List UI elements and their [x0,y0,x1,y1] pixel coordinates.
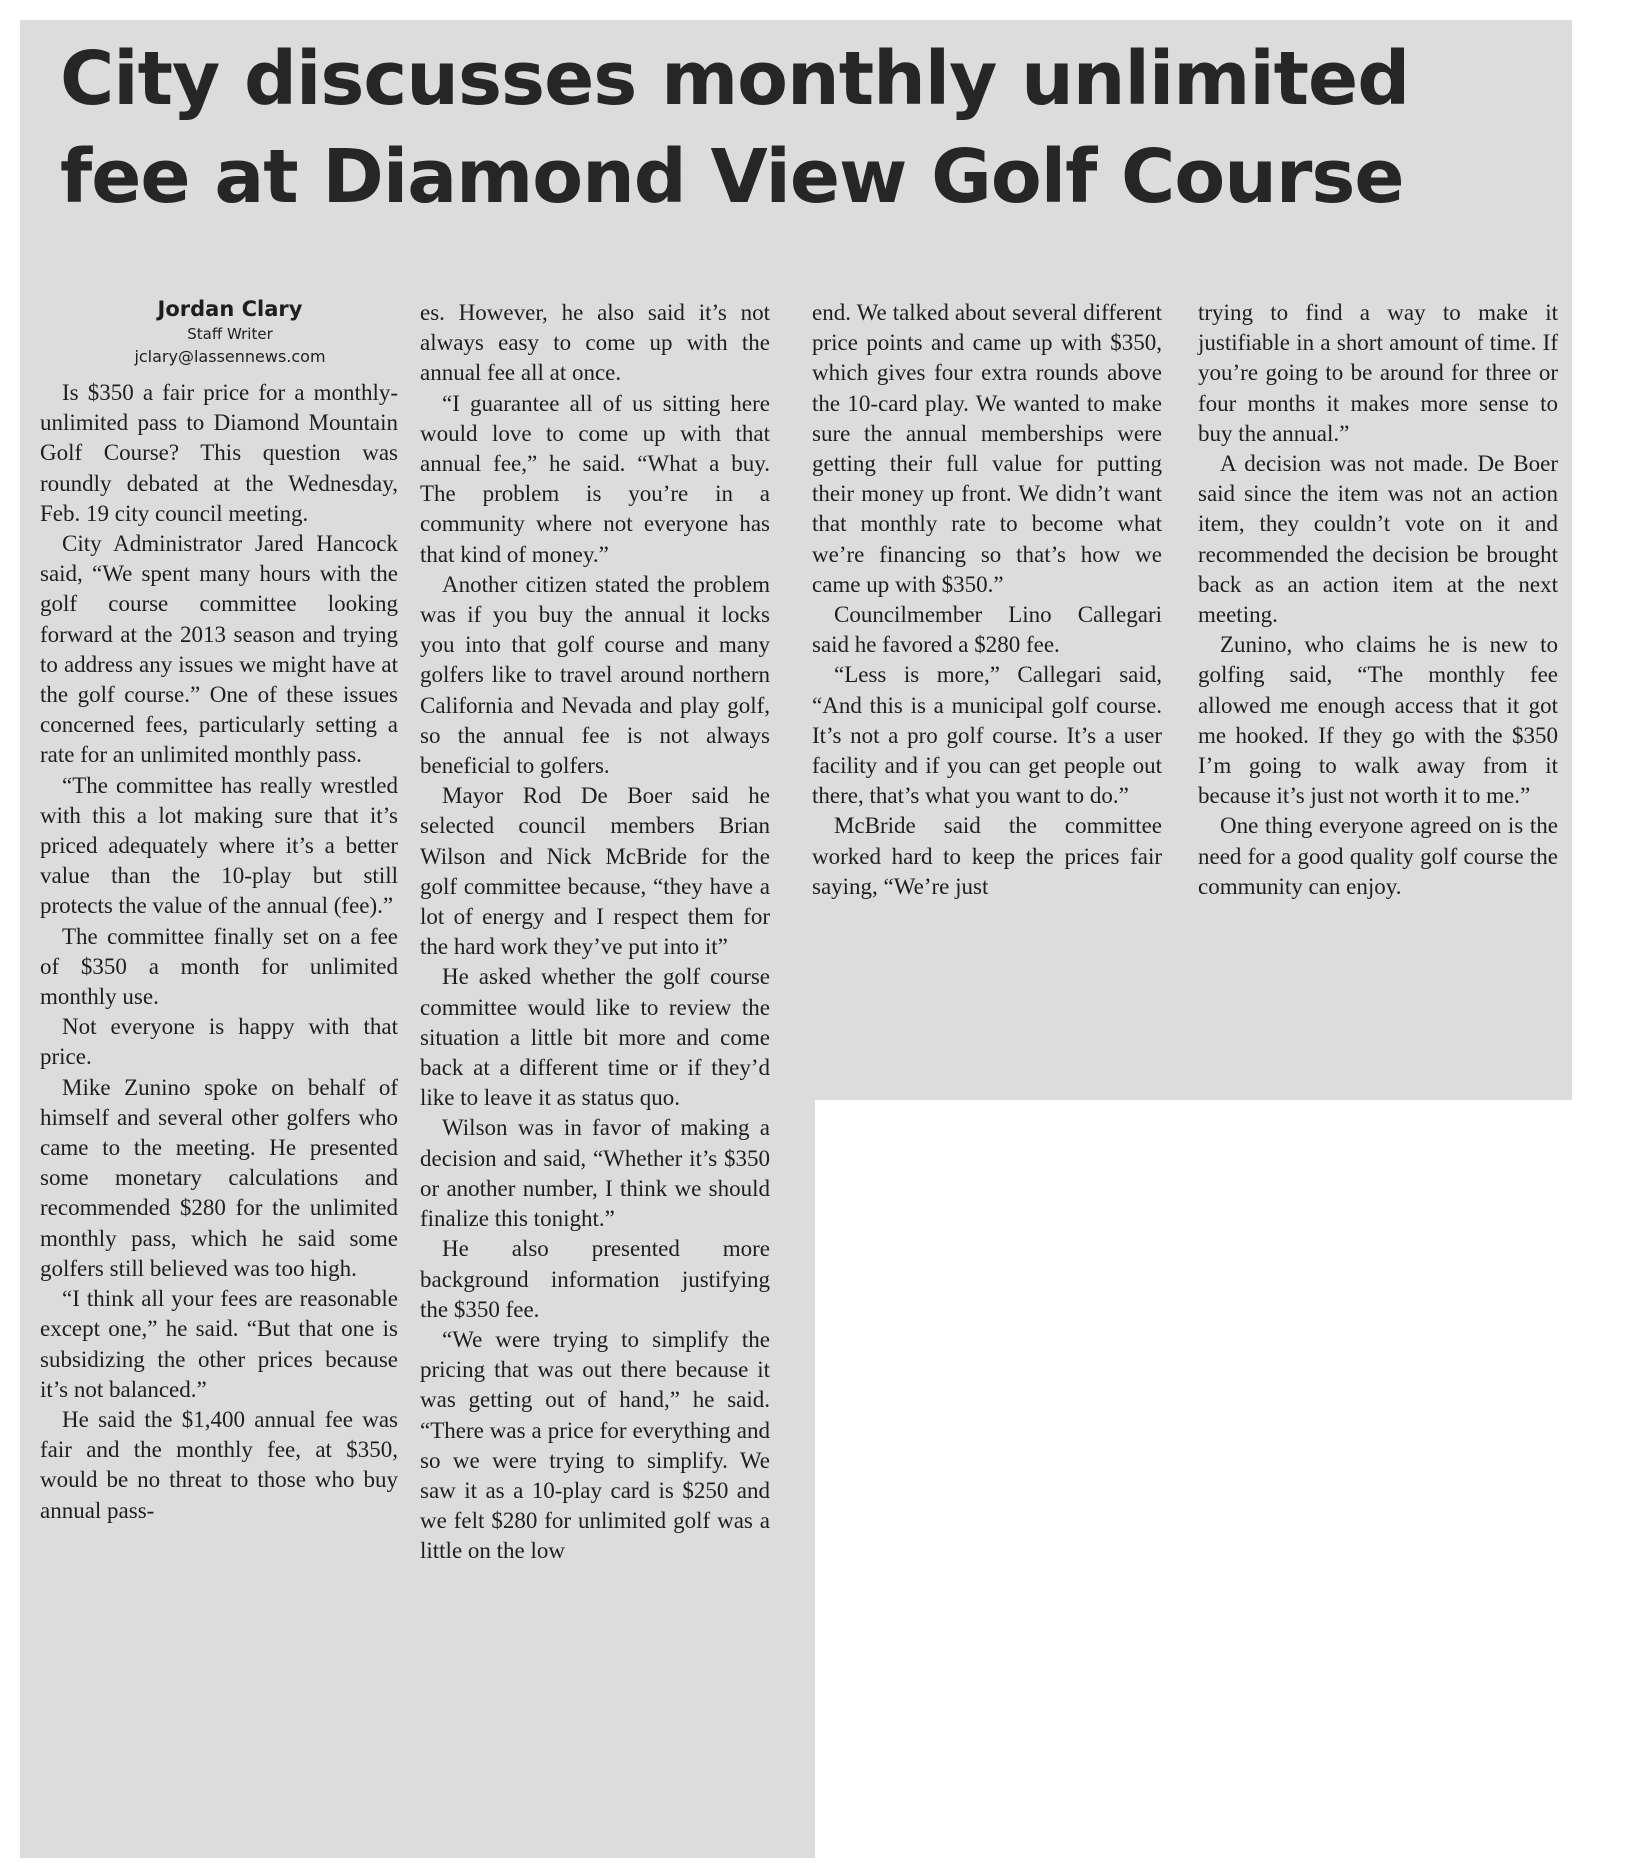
paragraph: City Administrator Jared Hancock said, “We spent many hours with the golf course committee looking forward at the 2013 season and trying to address any issues we might have at the golf course.” One of these issues concerned fees, particularly setting a rate for an unlimited monthly pass. [40,531,398,768]
paragraph: end. We talked about several different price points and came up with $350, which gives four extra rounds above the 10-card play. We wanted to make sure the annual memberships were getting their full value for putting their money up front. We didn’t want that monthly rate to become what we’re financing so that’s how we came up with $350.” [812,300,1162,597]
paragraph: The committee finally set on a fee of $350 a month for unlimited monthly use. [40,923,398,1010]
paragraph: “I think all your fees are reasonable except one,” he said. “But that one is subsidizing the other prices because it’s not balanced.” [40,1286,398,1402]
paragraph: Another citizen stated the problem was if you buy the annual it locks you into that golf course and many golfers like to travel around northern California and Nevada and play golf, so the annual fee is not always beneficial to golfers. [420,571,770,779]
paragraph: He said the $1,400 annual fee was fair and the monthly fee, at $350, would be no threat to those who buy annual pass- [40,1406,398,1523]
paragraph: He also presented more background information justifying the $350 fee. [420,1236,770,1322]
paragraph: “I guarantee all of us sitting here would love to come up with that annual fee,” he said. “What a buy. The problem is you’re in a community where not everyone has that kind of money.” [420,390,770,567]
paragraph: McBride said the committee worked hard to keep the prices fair saying, “We’re just [812,813,1162,899]
paragraph: Councilmember Lino Callegari said he favored a $280 fee. [812,602,1162,658]
byline [60,295,400,369]
paragraph: He asked whether the golf course committee would like to review the situation a little bit more and come back at a different time or if they’d like to leave it as status quo. [420,964,770,1111]
paragraph: Zunino, who claims he is new to golfing said, “The monthly fee allowed me enough access that it got me hooked. If they go with the $350 I’m going to walk away from it because it’s just not worth it to me.” [1198,632,1558,809]
paragraph: “We were trying to simplify the pricing that was out there because it was getting out of hand,” he said. “There was a price for everything and so we were trying to simplify. We saw it as a 10-play card is $250 and we felt $280 for unlimited golf was a little on the low [420,1326,770,1564]
paragraph: Wilson was in favor of making a decision and said, “Whether it’s $350 or another number, I think we should finalize this tonight.” [420,1115,770,1232]
paragraph: A decision was not made. De Boer said since the item was not an action item, they couldn’t vote on it and recommended the decision be brought back as an action item at the next meeting. [1198,451,1558,628]
paragraph: es. However, he also said it’s not always easy to come up with the annual fee all at once. [420,300,770,386]
headline: City discusses monthly unlimited fee at Diamond View Golf Course [60,36,1410,220]
paragraph: “The committee has really wrestled with this a lot making sure that it’s priced adequately where it’s a better value than the 10-play but still protects the value of the annual (fee).” [40,772,398,919]
byline-email: jclary@lassennews.com [134,347,326,366]
byline-author: Jordan Clary [157,297,303,321]
byline-role: Staff Writer [187,325,273,343]
paragraph: Mayor Rod De Boer said he selected council members Brian Wilson and Nick McBride for the golf committee because, “they have a lot of energy and I respect them for the hard work they’ve put into it” [420,783,770,960]
paragraph: Not everyone is happy with that price. [40,1014,398,1070]
paragraph: Is $350 a fair price for a monthly-unlimited pass to Diamond Mountain Golf Course? This question was roundly debated at the Wednesday, Feb. 19 city council meeting. [40,380,398,526]
paragraph: Mike Zunino spoke on behalf of himself and several other golfers who came to the meeting. He presented some monetary calculations and recommended $280 for the unlimited monthly pass, which he said some golfers still believed was too high. [40,1074,398,1281]
paragraph: One thing everyone agreed on is the need for a good quality golf course the community can enjoy. [1198,813,1558,899]
article-column-2 [420,298,770,1567]
paragraph: “Less is more,” Callegari said, “And this is a municipal golf course. It’s not a pro golf course. It’s a user facility and if you can get people out there, that’s what you want to do.” [812,662,1162,809]
article-column-4 [1198,298,1558,902]
article-column-3 [812,298,1162,902]
paragraph: trying to find a way to make it justifiable in a short amount of time. If you’re going to be around for three or four months it makes more sense to buy the annual.” [1198,300,1558,446]
article-column-1 [40,378,398,1526]
